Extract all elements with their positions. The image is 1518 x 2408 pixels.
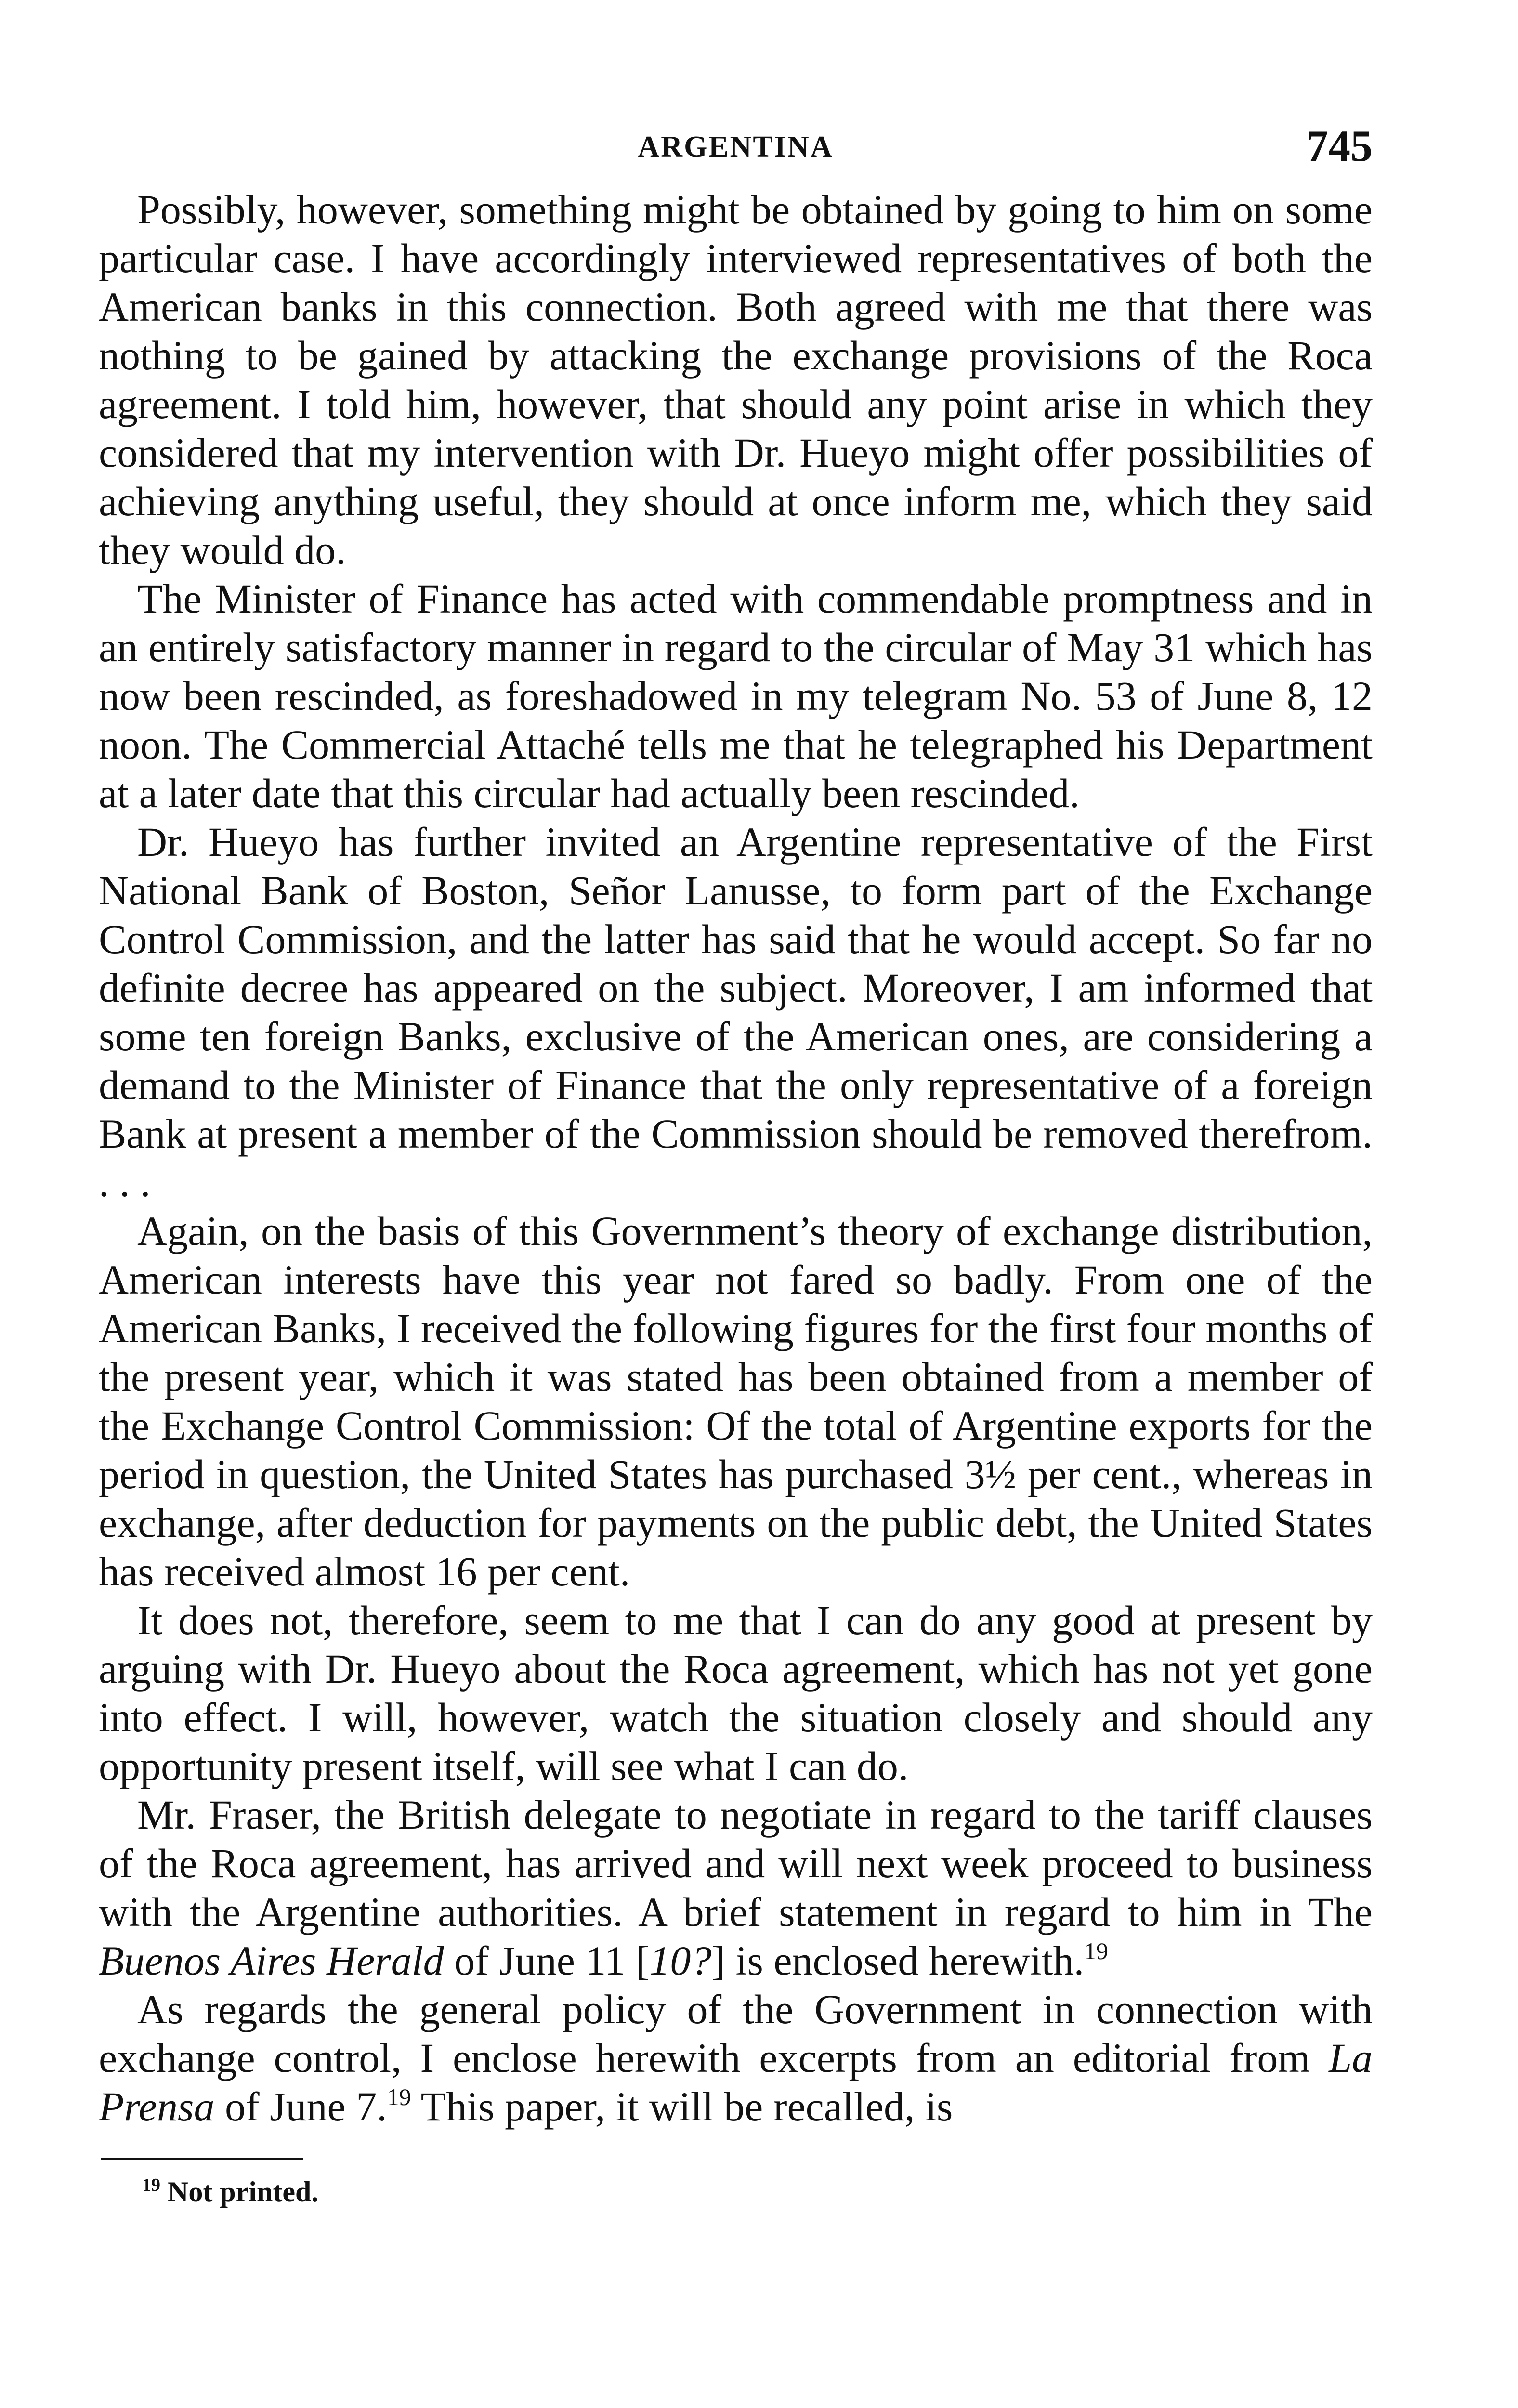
- paragraph-text: Dr. Hueyo has further invited an Argentine representative of the First National Bank of Boston, Señor Lanusse, to form part of the Exchange Control Commission, and the latter has said that he would accept. So far no definite decree has appeared on the subject. Moreover, I am informed that some ten foreign Banks, exclusive of the American ones, are considering a demand to the Minister of Finance that the only representative of a foreign Bank at present a member of the Commission should be removed therefrom. . . .: [99, 819, 1373, 1205]
- footnote-reference: 19: [1084, 1937, 1109, 1964]
- paragraph-text: This paper, it will be recalled, is: [411, 2083, 953, 2130]
- paragraph: [99, 1985, 1373, 2131]
- paragraph: [99, 1207, 1373, 1596]
- paragraph-text: of June 11 [: [444, 1937, 650, 1984]
- paragraph: [99, 575, 1373, 818]
- paragraph-text: As regards the general policy of the Government in connection with exchange control, I enclose herewith excerpts from an editorial from: [99, 1986, 1373, 2081]
- footnote-reference: 19: [387, 2083, 411, 2110]
- italic-title: La Prensa: [99, 2035, 1373, 2130]
- italic-title: 10?: [649, 1937, 712, 1984]
- body-text: [99, 185, 1373, 2131]
- running-head: ARGENTINA: [638, 131, 834, 163]
- paragraph-text: ] is enclosed herewith.: [711, 1937, 1085, 1984]
- document-page: [99, 111, 1373, 2408]
- footnote-divider: [101, 2158, 303, 2160]
- paragraph-text: Again, on the basis of this Government’s theory of exchange distribution, American interests have this year not fared so badly. From one of the American Banks, I received the following figures for the first four months of the present year, which it was stated has been obtained from a member of the Exchange Control Commission: Of the total of Argentine exports for the period in question, the United States has purchased 3½ per cent., whereas in exchange, after deduction for payments on the public debt, the United States has received almost 16 per cent.: [99, 1208, 1373, 1595]
- paragraph-text: Possibly, however, something might be obtained by going to him on some particular case. I have accordingly interviewed representatives of both the American banks in this connection. Both agreed with me that there was nothing to be gained by attacking the exchange provisions of the Roca agreement. I told him, however, that should any point arise in which they considered that my intervention with Dr. Hueyo might offer possibilities of achieving anything useful, they should at once inform me, which they said they would do.: [99, 186, 1373, 573]
- page-header: [99, 111, 1373, 183]
- paragraph: [99, 1791, 1373, 1985]
- paragraph-text: It does not, therefore, seem to me that I can do any good at present by arguing with Dr. Hueyo about the Roca agreement, which has not yet gone into effect. I will, however, watch the situation closely and should any opportunity present itself, will see what I can do.: [99, 1597, 1373, 1789]
- paragraph: [99, 1596, 1373, 1791]
- paragraph-text: of June 7.: [214, 2083, 387, 2130]
- italic-title: Buenos Aires Herald: [99, 1937, 444, 1984]
- paragraph-text: The Minister of Finance has acted with commendable promptness and in an entirely satisfactory manner in regard to the circular of May 31 which has now been rescinded, as foreshadowed in my telegram No. 53 of June 8, 12 noon. The Commercial Attaché tells me that he telegraphed his Department at a later date that this circular had actually been rescinded.: [99, 576, 1373, 816]
- paragraph-text: Mr. Fraser, the British delegate to negotiate in regard to the tariff clauses of the Roca agreement, has arrived and will next week proceed to business with the Argentine authorities. A brief statement in regard to him in The: [99, 1792, 1373, 1935]
- paragraph: [99, 818, 1373, 1207]
- paragraph: [99, 185, 1373, 575]
- footnote: [142, 2172, 1373, 2211]
- page-number: 745: [1306, 121, 1373, 170]
- footnote-text: Not printed.: [160, 2176, 319, 2208]
- footnote-marker: 19: [142, 2175, 160, 2195]
